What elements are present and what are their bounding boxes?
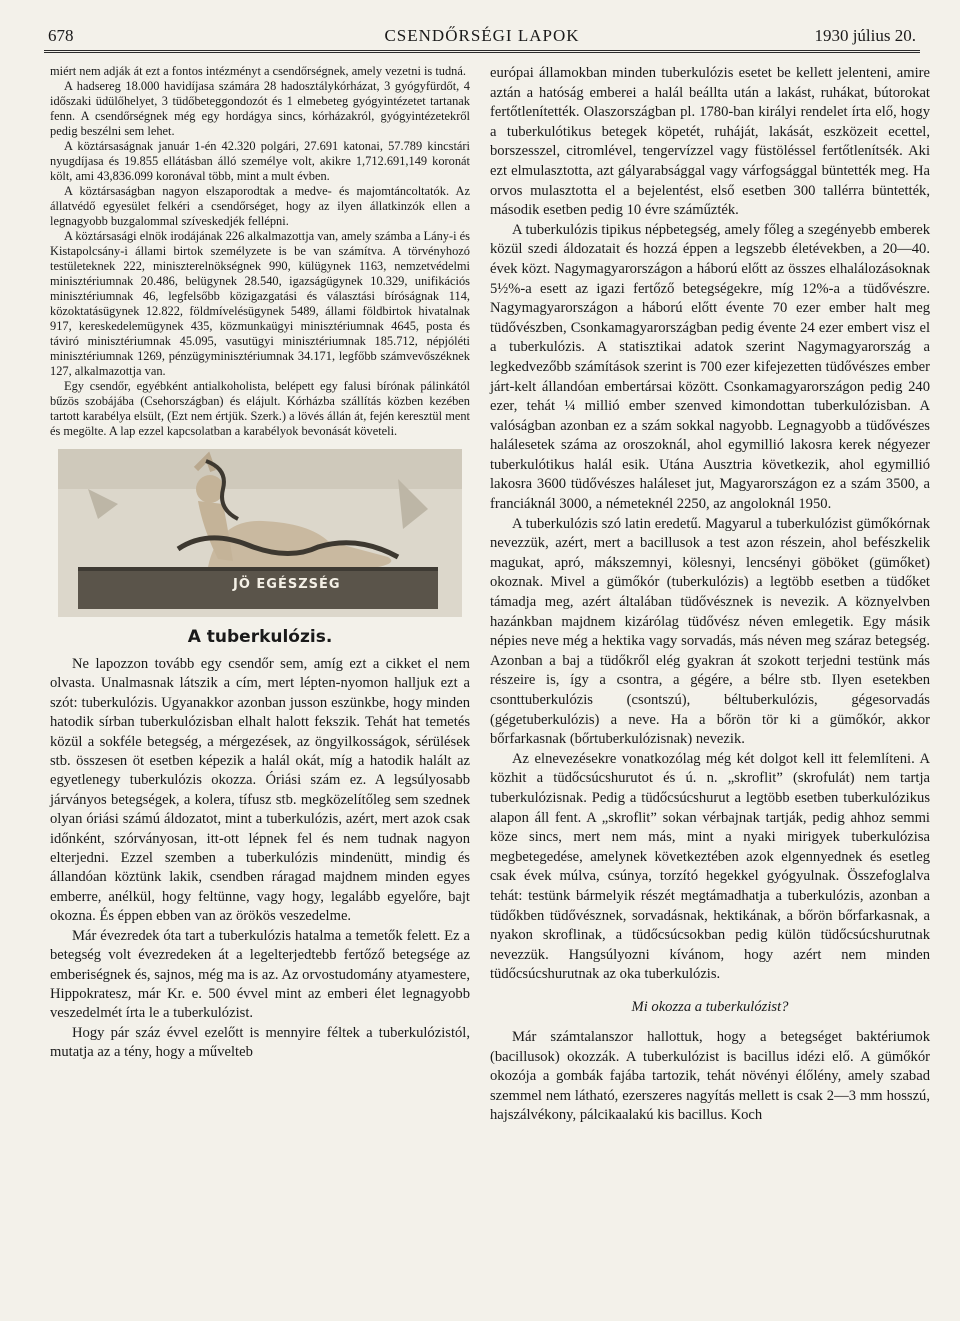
- article-title: A tuberkulózis.: [187, 627, 333, 647]
- brief-paragraph: Egy csendőr, egyébként antialkoholista, belépett egy falusi bírónak pálinkától bűzös szobájába (Csehországban) és elájult. Kórházba szállítás közben kezében tartott karabélya elsült, (Ezt nem értjük. Szerk.) a lövés állán át, fején keresztül ment és megölte. A lap ezzel kapcsolatban a karabélyok bevonását követeli.: [50, 379, 470, 438]
- issue-date: 1930 július 20.: [814, 26, 916, 45]
- section-subheading: Mi okozza a tuberkulózist?: [631, 998, 789, 1015]
- brief-paragraph: A köztársasági elnök irodájának 226 alkalmazottja van, amely számba a Lány-i és Kistapolcsány-i állami birtok személyzete is be van számítva. A törvényhozó testületeknek 222, miniszterelnökségnek 990, külügynek 1163, nemzetvédelmi minisztériumnak 20.486, belügynek 28.540, igazságügynek 10.329, unifikációs minisztériumnak 46, legfelsőbb közigazgatási és választási bíróságnak 114, közoktatásügynek 12.822, földmívelésügynek 5489, állami földbirtok hivatalnak 917, kereskedelemügynek 435, közmunkaügyi minisztériumnak 4645, posta és táviró minisztériumnak 45.095, vasutügyi minisztériumnak 185.712, népjóléti minisztériumnak 1269, pénzügyminisztériumnak 34.171, legfőbb számvevőszéknek 127, alkalmazottja van.: [50, 229, 470, 378]
- page-number: 678: [48, 26, 74, 45]
- page-header: [44, 22, 920, 53]
- article-body-left: [50, 655, 470, 1063]
- article-paragraph: A tuberkulózis tipikus népbetegség, amely főleg a szegényebb emberek közül szedi áldozatait és hozzá éppen a legszebb életévekben, a 20—40. évek közt. Nagymagyarországon a háború előtt az összes elhalálozásoknak 5½%-a esett az igazi fertőző betegségekre, míg 12%-a a tüdővészre. Nagymagyarországon a háború előtt évente 70 ezer ember halt meg tüdővészben, Csonkamagyarországban pedig évente 24 ezer embert visz el a tuberkulózis. A statisztikai adatok szerint Nagymagyarország a legkedvezőbb számítások szerint is 700 ezer kifejezetten tüdővészes ember járt-kelt állandóan embertársai között. Csonkamagyarországon pedig 240 ezer, tehát ¼ millió ember szenved kimondottan tuberkulózisban. A valóságban azonban ez a szám sokkal nagyobb. Legnagyobb a tüdővészes halálesetek száma az oroszoknál, ahol egymillió lakosra kerek négyezer tuberkulótikus halál esik. Utána Ausztria következik, ahol egymillió lakosra 3600 tüdővészes haláleset jut, Magyarországon ez a szám 3500, a franciáknál 3000, a németeknél 2250, az angoloknál 1950.: [490, 221, 930, 513]
- brief-paragraph: A köztársaságnak január 1-én 42.320 polgári, 27.691 katonai, 57.789 kincstári nyugdíjasa és 19.855 ellátásban álló személye volt, akikre 1,712.691,149 koronát költ, ami 43,836.099 koronával több, mint a mult évben.: [50, 139, 470, 183]
- illustration-caption-sign: JÖ EGÉSZSÉG: [233, 577, 341, 592]
- article-paragraph: Az elnevezésekre vonatkozólag még két dolgot kell itt felemlíteni. A közhit a tüdőcsúcshurutot és ú. n. „skroflit” (skrofulát) nem tartja tuberkulózisnak. Pedig a tüdőcsúcshurut a legtöbb esetben tuberkulózikus alapon áll fent. A „skroflit” sokan vérbajnak tartják, pedig ahhoz semmi köze sincs, mert nem más, mint a nyaki mirigyek tuberkulózisa megbetegedése, amelynek következtében azok elgennyednek és esetleg csak évek múlva, csúnya, torzító hegekkel gyógyulnak. Összefoglalva tehát: testünk bármelyik részét megtámadhatja a tuberkulózis, azonban a tüdőkben tüdővésznek, sorvadásnak, hektikának, a bőrön bőrfarkasnak, a nyakon skroflinak, a tüdőcsúcsokban pedig külön tüdőcsúcshurutnak nevezzük. Hangsúlyozni kívánom, hogy azért nem minden tüdőcsúcshurutnak az oka tuberkulózis.: [490, 750, 930, 983]
- brief-paragraph: A hadsereg 18.000 havidíjasa számára 28 hadosztálykórházat, 3 gyógyfürdőt, 4 időszaki üdülőhelyet, 3 tüdőbeteggondozót és 1 elmebeteg gyógyintézetet tartanak fenn. A csendőrségnek még egy hordágya sincs, kórházakról, gyógyintézetekről pedig beszélni sem lehet.: [50, 79, 470, 138]
- article-paragraph: Hogy pár száz évvel ezelőtt is mennyire féltek a tuberkulózistól, mutatja az a tény, hogy a művelteb: [50, 1024, 470, 1061]
- brief-paragraph: A köztársaságban nagyon elszaporodtak a medve- és majomtáncoltatók. Az állatvédő egyesület felkéri a csendőrséget, hogy az ilyen állatkinzók ellen a legnagyobb buzgalommal szíveskedjék fellépni.: [50, 184, 470, 228]
- illustration-figure: [58, 449, 462, 617]
- article-paragraph: Már számtalanszor hallottuk, hogy a betegséget baktériumok (bacillusok) okozzák. A tuberkulózist is bacillus idézi elő. A gümőkór okozója a gombák fajába tartozik, tehát növényi élőlény, amely szabad szemmel nem látható, ezerszeres nagyítás mellett is csak 2—3 mm hosszú, hajszálvékony, pálcikaalakú kis bacillus. Koch: [490, 1028, 930, 1124]
- article-paragraph: európai államokban minden tuberkulózis esetet be kellett jelenteni, amire aztán a hatóság emberei a halál beállta után a lakást, ruhákat, bútorokat fertőtlenítették. Olaszországban pl. 1780-ban királyi rendelet írta elő, hogy a tuberkulótikus betegek köpetét, ruháját, lakását, eszközeit ecettel, borszesszel, citromlével, tengervízzel vagy füstöléssel fertőtlenítsék. Aki ezt elmulasztotta, azt gályarabsággal vagy várfogsággal büntették meg. Ha orvos mulasztotta el a bejelentést, első esetben 300 tallérra büntették, második esetben pedig 10 évre száműzték.: [490, 65, 930, 219]
- article-paragraph: Ne lapozzon tovább egy csendőr sem, amíg ezt a cikket el nem olvasta. Unalmasnak látszik a cím, mert lépten-nyomon halljuk ezt a szót: tuberkulózis. Ugyanakkor azonban jusson eszünkbe, hogy minden hatodik sírban tuberkulózisban elhalt halott fekszik. Tehát hat temetés közül a sokféle betegség, a mérgezések, az öngyilkosságok, sérülések stb. összesen öt esetben képezik a halál okát, míg a hatodik halált az egyetlenegy tuberkulózis okozza. Óriási szám ez. A legsúlyosabb járványos betegségek, a kolera, tífusz stb. megközelítőleg sem szednek olyan óriási számú áldozatot, mint a tuberkulózis, azért, mert azok csak időnként, szórványosan, itt-ott lépnek fel és nem tudnak nagyon elterjedni. Ezzel szemben a tuberkulózis mindenütt, mindig és állandóan köztünk lakik, csendben ráragad majdnem minden egyes emberre, anélkül, hogy feltünne, vagy hogy, legalább egyelőre, bajt okozna. És éppen ebben van az örökös veszedelme.: [50, 656, 470, 925]
- news-briefs: [50, 64, 470, 439]
- article-paragraph: A tuberkulózis szó latin eredetű. Magyarul a tuberkulózist gümőkórnak nevezzük, azért, mert a bacillusok a test azon részein, ahol befészkelik magukat, apró, mákszemnyi, kölesnyi, lencsényi göböket (gümőket) okoznak. Mivel a gümőkór (tuberkulózis) a legtöbb esetben a tüdőket támadja meg, azért általában tüdővésznek is nevezik. A köznyelvben hazánkban majdnem kizárólag tüdővész néven emlegetik. Egy másik népies neve még a hektika vagy sorvadás, más néven meg száraz betegség. Azonban a baj a tüdőkről elég gyakran át szokott terjedni testünk más részeire is, így a csontra, a gégére, a bélre stb. Ilyen esetekben csonttuberkulózis (csontszú), béltuberkulózis, gégesorvadás (gégetuberkulózis) a neve. Ha a bőrön tör ki a gümőkór, akkor bőrfarkasnak (bőrtuberkulózisnak) nevezik.: [490, 515, 930, 748]
- left-column: [50, 64, 470, 1063]
- article-paragraph: Már évezredek óta tart a tuberkulózis hatalma a temetők felett. Ez a betegség volt évezredeken át a legelterjedtebb fertőző betegsége az emberiségnek és, sajnos, még ma is az. Az orvostudomány atyamestere, Hippokratesz, már Kr. e. 500 évvel mint az emberi élet legnagyobb veszedelmét írta le a tuberkulózist.: [50, 927, 470, 1022]
- right-column: [490, 64, 930, 1126]
- brief-paragraph: miért nem adják át ezt a fontos intézményt a csendőrségnek, amely vezetni is tudná.: [50, 64, 466, 78]
- publication-title: CSENDŐRSÉGI LAPOK: [384, 26, 580, 45]
